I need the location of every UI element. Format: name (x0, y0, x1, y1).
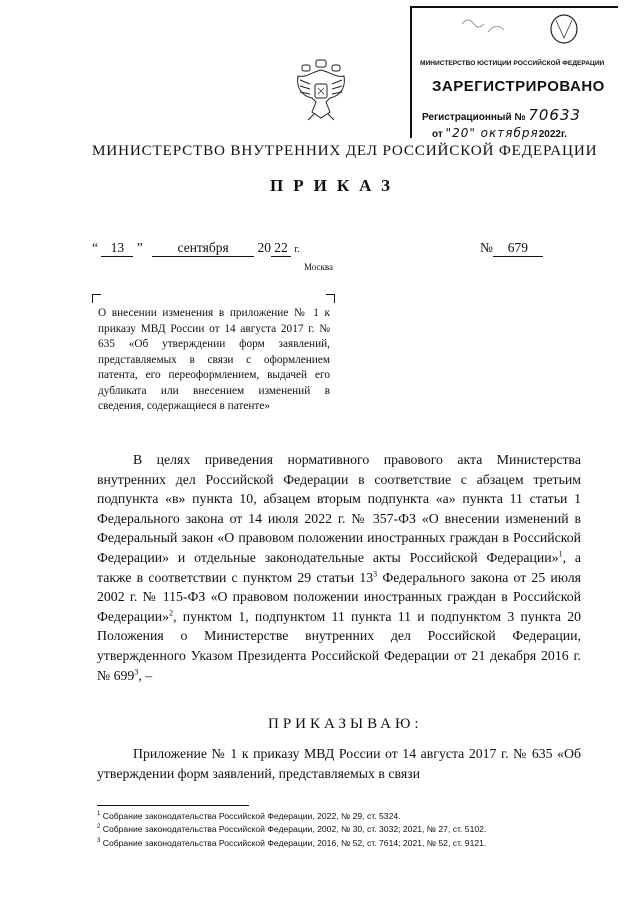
coat-of-arms-icon (292, 58, 350, 124)
annex-paragraph (97, 744, 581, 784)
footnote-1-text: Собрание законодательства Российской Федерации, 2022, № 29, ст. 5324. (100, 810, 401, 821)
city: Москва (304, 262, 333, 272)
stamp-date-suffix: 2022г. (538, 129, 567, 140)
preamble-text-4: , пунктом 1, подпунктом 11 пункта 11 и подпунктом 3 пункта 20 Положения о Министерстве внутренних дел Российской Федерации, утвержденного Указом Президента Российской Федерации от 21 декабря 2016 г. № 699 (97, 608, 581, 683)
footnote-3 (97, 836, 486, 849)
decree-heading: ПРИКАЗЫВАЮ: (268, 716, 423, 732)
order-number-value: 679 (493, 240, 543, 257)
footnote-divider (97, 805, 249, 806)
page-title: ПРИКАЗ (270, 176, 400, 195)
stamp-reg-label: Регистрационный № (422, 112, 526, 123)
article-superscript: 3 (373, 568, 378, 578)
footnote-ref-3: 3 (134, 666, 139, 676)
footnote-ref-2: 2 (169, 608, 174, 618)
footnotes (97, 809, 486, 849)
annex-text: Приложение № 1 к приказу МВД России от 14 августа 2017 г. № 635 «Об утверждении форм заявлений, представляемых в связи (97, 746, 581, 781)
stamp-seal-icon (452, 12, 582, 46)
date-year-suffix: 22 (271, 240, 291, 257)
footnote-3-num: 3 (97, 837, 101, 844)
date-month: сентября (152, 240, 254, 257)
footnote-2 (97, 822, 486, 835)
date-open-quote: “ (92, 240, 98, 255)
stamp-date-prefix: от (432, 129, 443, 140)
stamp-registered: ЗАРЕГИСТРИРОВАНО (432, 78, 605, 95)
date-year-mark: г. (294, 244, 300, 255)
order-date (92, 240, 300, 257)
order-preamble (97, 450, 581, 685)
footnote-ref-1: 1 (558, 549, 563, 559)
stamp-ministry: МИНИСТЕРСТВО ЮСТИЦИИ РОССИЙСКОЙ ФЕДЕРАЦИИ (420, 60, 605, 67)
preamble-text-2: , а также в соответствии с пунктом 29 статьи 13 (97, 549, 582, 585)
subject-corner-left (92, 294, 101, 303)
footnote-2-text: Собрание законодательства Российской Федерации, 2002, № 30, ст. 3032; 2021, № 27, ст. 5102. (100, 824, 487, 835)
registration-stamp (410, 6, 618, 138)
preamble-text-3: Федерального закона от 25 июля 2002 г. № 115-ФЗ «О правовом положении иностранных граждан в Российской Федерации» (97, 569, 581, 624)
subject-corner-right (326, 294, 335, 303)
date-day: 13 (101, 240, 133, 257)
footnote-1-num: 1 (97, 811, 101, 817)
footnote-2-num: 2 (97, 824, 101, 831)
order-subject: О внесении изменения в приложение № 1 к приказу МВД России от 14 августа 2017 г. № 635 «Об утверждении форм заявлений, представляемых в связи с оформлением патента, его переоформлением, выдачей его дубликата или внесением изменений в сведения, содержащиеся в патенте» (98, 307, 330, 412)
date-close-quote: ” (136, 240, 143, 255)
stamp-date-line (432, 126, 567, 140)
preamble-text-5: , – (138, 667, 153, 683)
ministry-title: МИНИСТЕРСТВО ВНУТРЕННИХ ДЕЛ РОССИЙСКОЙ ФЕДЕРАЦИИ (92, 142, 598, 159)
footnote-1 (97, 809, 486, 822)
stamp-reg-line (422, 106, 581, 124)
stamp-date-handwritten: "20" октября (445, 126, 539, 140)
stamp-reg-number: 70633 (528, 106, 582, 124)
order-number-label: № (480, 240, 493, 255)
order-number (480, 240, 543, 257)
footnote-3-text: Собрание законодательства Российской Федерации, 2016, № 52, ст. 7614; 2021, № 52, ст. 9121. (100, 837, 487, 848)
date-year-prefix: 20 (257, 240, 271, 255)
preamble-text-1: В целях приведения нормативного правового акта Министерства внутренних дел Российской Федерации в соответствие с абзацем третьим подпункта «в» пункта 10, абзацем вторым подпункта «а» пункта 11 статьи 1 Федерального закона от 14 июля 2022 г. № 357-ФЗ «О внесении изменений в Федеральный закон «О правовом положении иностранных граждан в Российской Федерации» и отдельные законодательные акты Российской Федерации» (97, 452, 581, 565)
